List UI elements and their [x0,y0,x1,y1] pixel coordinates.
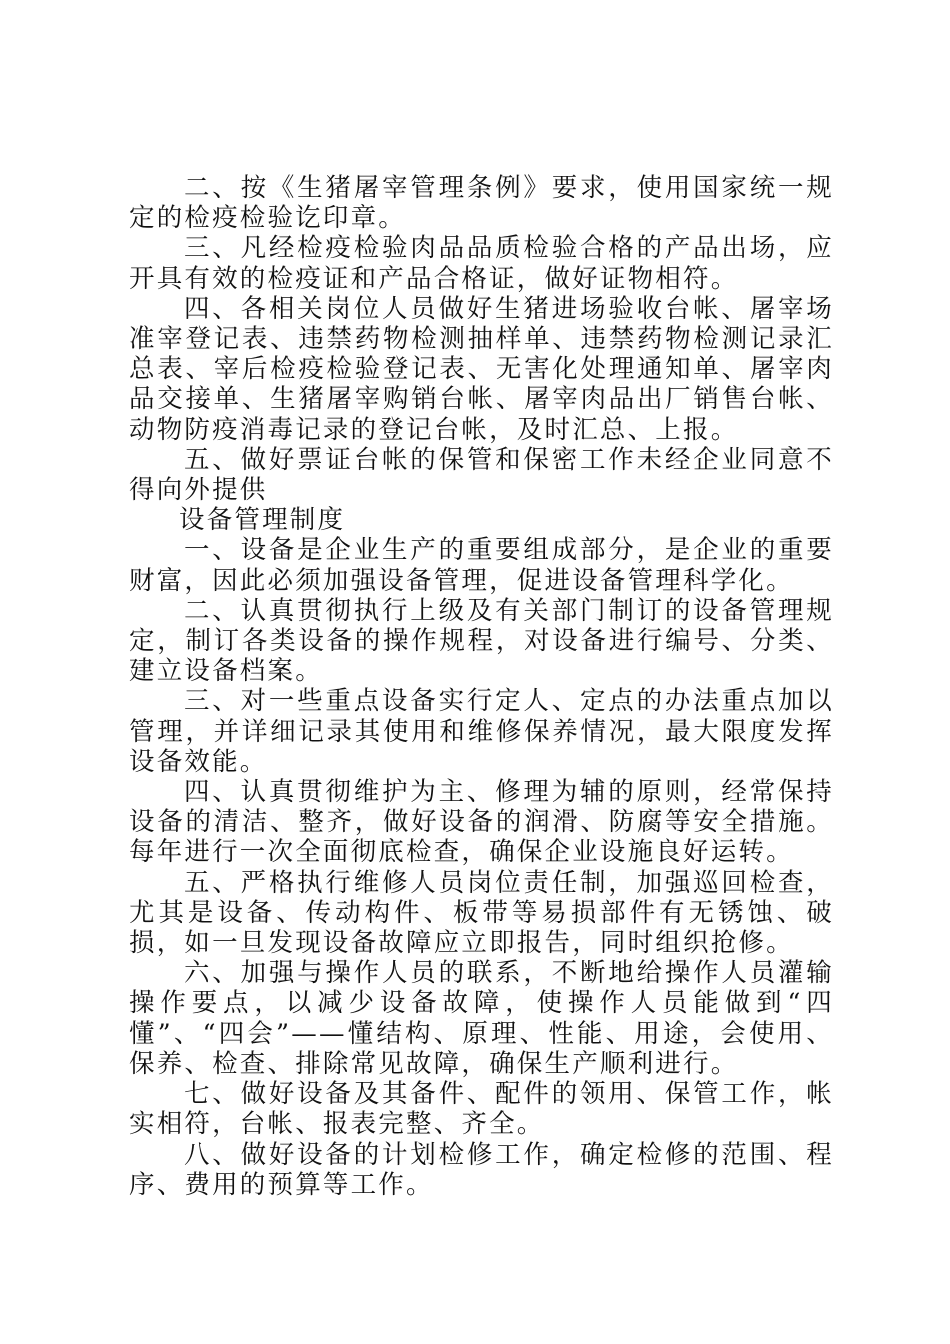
paragraph-equipment-4: 四、认真贯彻维护为主、修理为辅的原则，经常保持设备的清洁、整齐，做好设备的润滑、防腐等安全措施。每年进行一次全面彻底检查，确保企业设施良好运转。 [129,777,834,868]
paragraph-equipment-2: 二、认真贯彻执行上级及有关部门制订的设备管理规定，制订各类设备的操作规程，对设备进行编号、分类、建立设备档案。 [129,595,834,687]
paragraph-equipment-1: 一、设备是企业生产的重要组成部分，是企业的重要财富，因此必须加强设备管理，促进设备管理科学化。 [129,535,834,596]
paragraph-equipment-8: 八、做好设备的计划检修工作，确定检修的范围、程序、费用的预算等工作。 [129,1139,834,1200]
paragraph-equipment-7: 七、做好设备及其备件、配件的领用、保管工作，帐实相符，台帐、报表完整、齐全。 [129,1079,834,1140]
paragraph-confidentiality-rule: 五、做好票证台帐的保管和保密工作未经企业同意不得向外提供 [129,444,834,506]
section-title-equipment-management: 设备管理制度 [179,505,346,536]
document-body [129,173,834,1200]
paragraph-seal-rule: 二、按《生猪屠宰管理条例》要求，使用国家统一规定的检疫检验讫印章。 [129,173,834,234]
paragraph-equipment-5: 五、严格执行维修人员岗位责任制，加强巡回检查，尤其是设备、传动构件、板带等易损部件有无锈蚀、破损，如一旦发现设备故障应立即报告，同时组织抢修。 [129,867,834,959]
paragraph-equipment-3: 三、对一些重点设备实行定人、定点的办法重点加以管理，并详细记录其使用和维修保养情况，最大限度发挥设备效能。 [129,686,834,777]
paragraph-certificate-rule: 三、凡经检疫检验肉品品质检验合格的产品出场，应开具有效的检疫证和产品合格证，做好证物相符。 [129,233,834,294]
paragraph-equipment-6: 六、加强与操作人员的联系，不断地给操作人员灌输操作要点，以减少设备故障，使操作人员能做到“四懂”、“四会”——懂结构、原理、性能、用途，会使用、保养、检查、排除常见故障，确保生产顺利进行。 [129,958,834,1079]
paragraph-ledger-rule: 四、各相关岗位人员做好生猪进场验收台帐、屠宰场准宰登记表、违禁药物检测抽样单、违禁药物检测记录汇总表、宰后检疫检验登记表、无害化处理通知单、屠宰肉品交接单、生猪屠宰购销台帐、屠宰肉品出厂销售台帐、动物防疫消毒记录的登记台帐，及时汇总、上报。 [129,293,834,445]
